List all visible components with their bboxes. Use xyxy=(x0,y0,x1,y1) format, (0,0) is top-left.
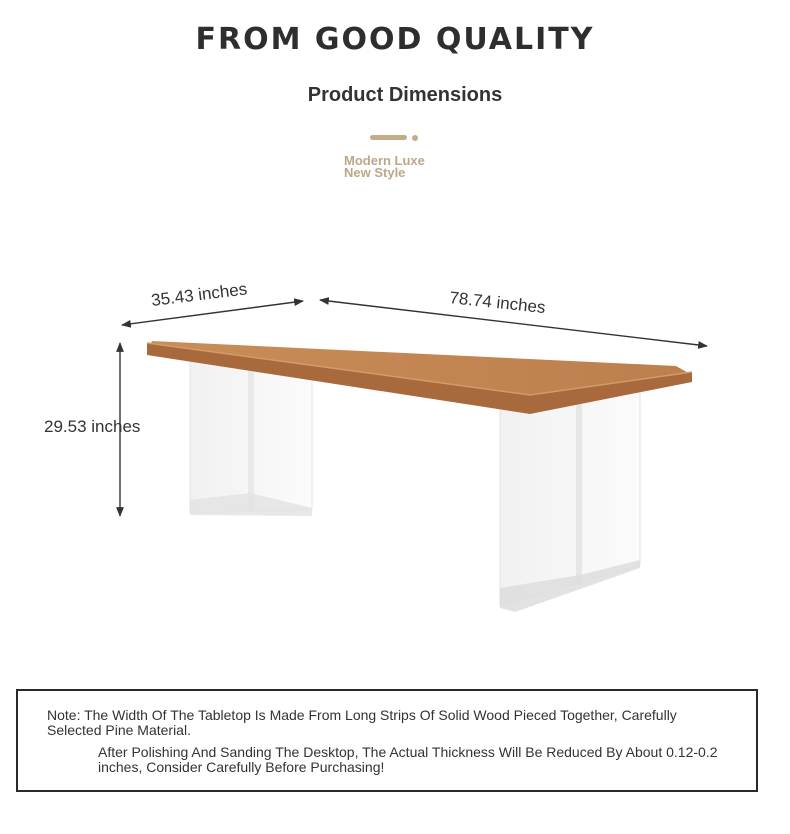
section-subtitle: Product Dimensions xyxy=(307,84,503,106)
left-acrylic-leg xyxy=(190,360,312,516)
decorative-divider xyxy=(370,133,422,143)
style-tagline xyxy=(344,155,425,179)
depth-label: 35.43 inches xyxy=(150,279,249,310)
note-text-material: Note: The Width Of The Tabletop Is Made From Long Strips Of Solid Wood Pieced Together, Carefully Selected Pine Material. xyxy=(47,707,677,738)
tagline-line-2: New Style xyxy=(344,165,406,180)
height-label: 29.53 inches xyxy=(44,417,141,436)
right-acrylic-leg xyxy=(500,388,640,612)
table-dimension-illustration xyxy=(0,260,790,630)
note-text-thickness: After Polishing And Sanding The Desktop, The Actual Thickness Will Be Reduced By About 0.12-0.2 inches, Consider Carefully Before Purchasing! xyxy=(98,744,718,775)
tagline-line-1: Modern Luxe xyxy=(344,153,425,168)
page-title: FROM GOOD QUALITY xyxy=(195,22,595,57)
depth-arrow xyxy=(122,301,303,325)
divider-dot xyxy=(412,135,418,141)
note-box xyxy=(16,689,758,792)
divider-bar xyxy=(370,135,407,140)
length-label: 78.74 inches xyxy=(448,288,547,318)
